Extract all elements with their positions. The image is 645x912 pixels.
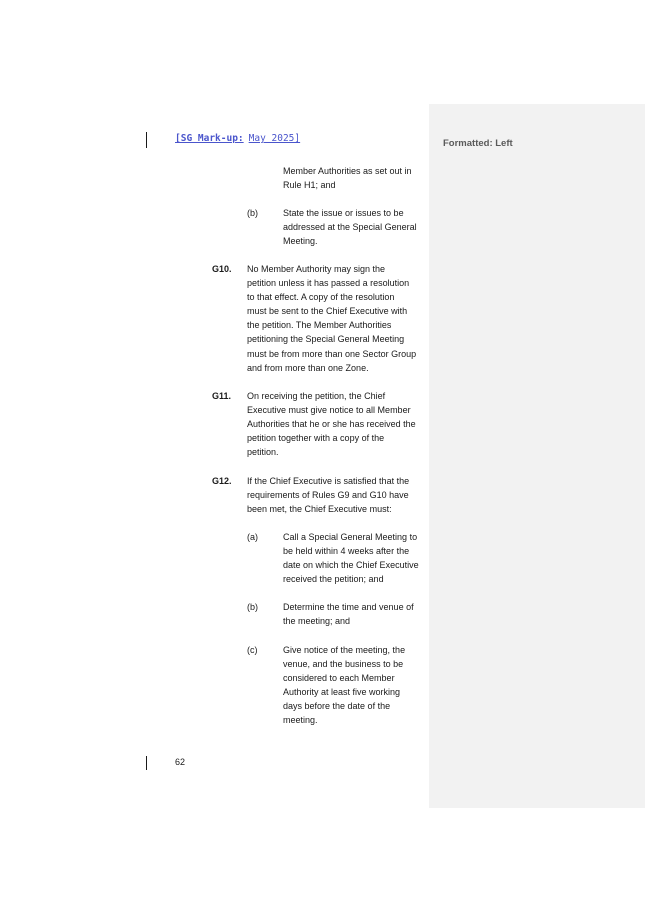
text-line: and from more than one Zone. — [247, 362, 369, 373]
text-line: Determine the time and venue of — [283, 602, 414, 612]
text-line: petition together with a copy of the — [247, 433, 385, 444]
text-line: date on which the Chief Executive — [283, 560, 419, 571]
text-line: Member Authorities as set out in — [283, 166, 412, 176]
rule-number-g12: G12. — [212, 476, 232, 486]
markup-date: May 2025] — [248, 133, 301, 144]
item-label-c: (c) — [247, 645, 258, 655]
text-line: petition. — [247, 447, 279, 458]
text-line: Meeting. — [283, 236, 318, 247]
text-line: petitioning the Special General Meeting — [247, 334, 405, 345]
g12-item-b-text — [283, 600, 428, 628]
text-line: requirements of Rules G9 and G10 have — [247, 490, 409, 501]
text-line: venue, and the business to be — [283, 659, 404, 670]
text-line: to that effect. A copy of the resolution — [247, 292, 395, 303]
text-line: State the issue or issues to be — [283, 208, 404, 218]
rule-number-g11: G11. — [212, 391, 232, 401]
text-line: must be from more than one Sector Group — [247, 348, 417, 359]
text-line: be held within 4 weeks after the — [283, 546, 410, 557]
comment-pane — [429, 104, 645, 808]
g12-item-c-text — [283, 643, 428, 728]
text-line: Authorities that he or she has received the — [247, 419, 416, 430]
text-line: been met, the Chief Executive must: — [247, 504, 392, 515]
rule-number-g10: G10. — [212, 264, 232, 274]
text-line: Rule H1; and — [283, 180, 336, 191]
text-line: On receiving the petition, the Chief — [247, 391, 386, 401]
change-bar-header — [146, 132, 147, 148]
text-line: received the petition; and — [283, 574, 384, 585]
text-line: petition unless it has passed a resolution — [247, 278, 410, 289]
text-line: No Member Authority may sign the — [247, 264, 386, 274]
comment-title: Formatted: Left — [443, 138, 513, 149]
rule-g11-text — [247, 389, 428, 459]
text-line: Authority at least five working — [283, 687, 401, 698]
page-number: 62 — [175, 757, 186, 767]
g12-item-a-text — [283, 530, 428, 586]
markup-label: [SG Mark-up: — [175, 133, 244, 144]
rule-g12-text — [247, 474, 428, 516]
text-line: Give notice of the meeting, the — [283, 645, 406, 655]
text-line: meeting. — [283, 715, 318, 726]
item-label-b: (b) — [247, 602, 258, 612]
rule-g10-text — [247, 262, 428, 375]
text-line: Call a Special General Meeting to — [283, 532, 418, 542]
text-line: the meeting; and — [283, 616, 351, 627]
text-line: addressed at the Special General — [283, 222, 417, 233]
text-line: must be sent to the Chief Executive with — [247, 306, 408, 317]
h1-continuation — [283, 164, 428, 192]
text-line: days before the date of the — [283, 701, 391, 712]
change-bar-footer — [146, 756, 147, 770]
item-b-top-text — [283, 206, 428, 248]
item-label-b-top: (b) — [247, 208, 258, 218]
text-line: considered to each Member — [283, 673, 395, 684]
text-line: If the Chief Executive is satisfied that the — [247, 476, 410, 486]
text-line: the petition. The Member Authorities — [247, 320, 392, 331]
text-line: Executive must give notice to all Member — [247, 405, 411, 416]
item-label-a: (a) — [247, 532, 258, 542]
header-markup — [175, 133, 300, 144]
